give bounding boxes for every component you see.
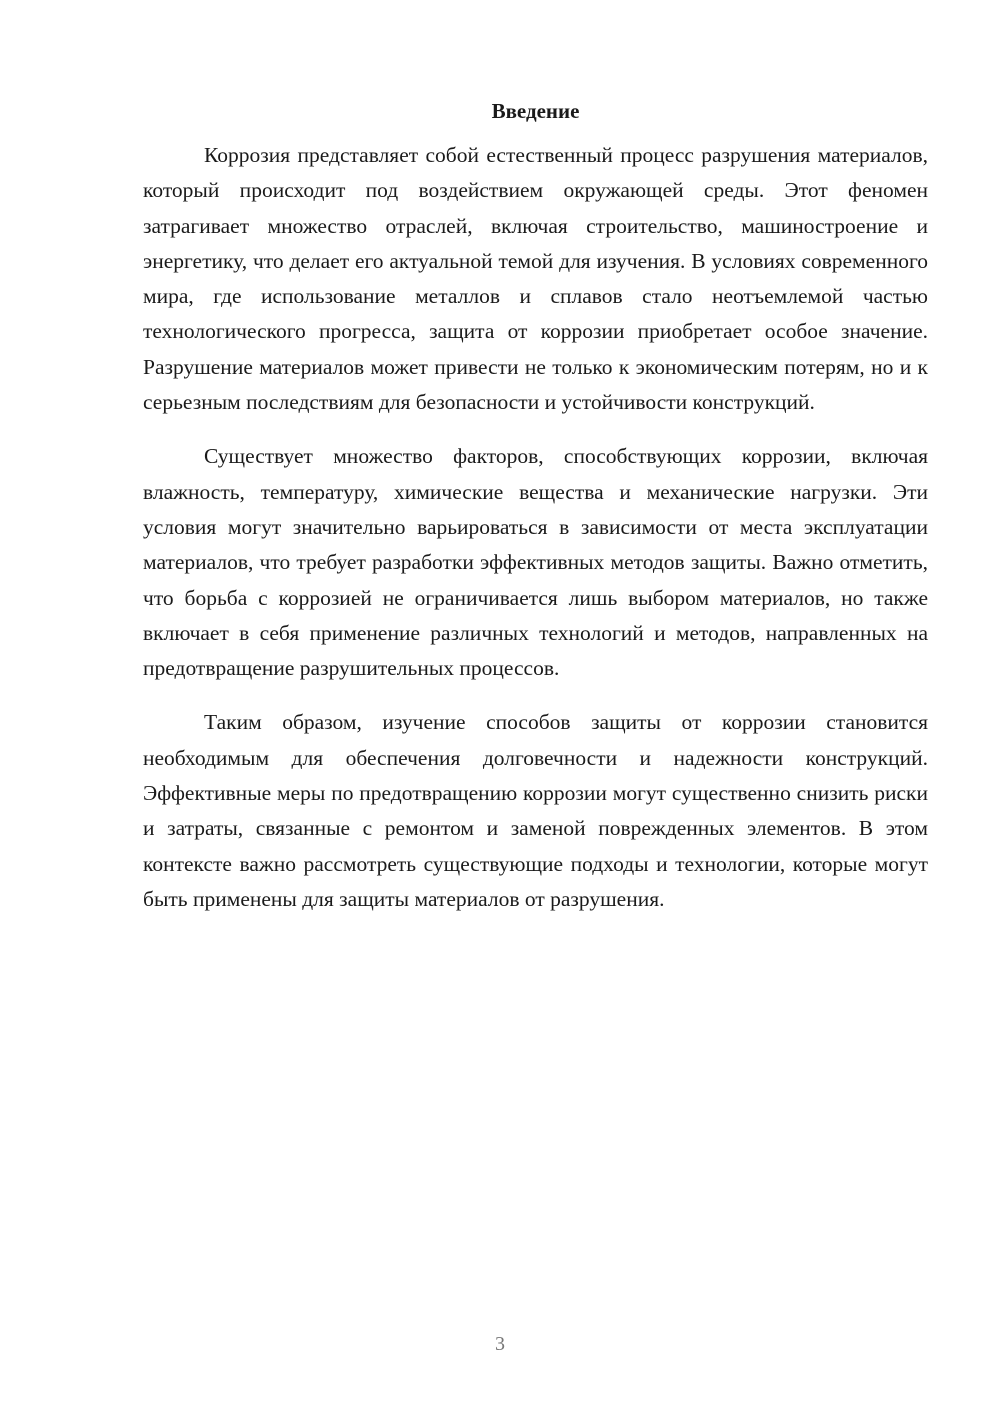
section-heading: Введение bbox=[491, 99, 580, 123]
page-number: 3 bbox=[495, 1333, 505, 1355]
paragraph-1: Коррозия представляет собой естественный процесс разрушения материалов, который происходит под воздействием окружающей среды. Этот феномен затрагивает множество отраслей, включая строительство, машиностроение и энергетику, что делает его актуальной темой для изучения. В условиях современного мира, где использование металлов и сплавов стало неотъемлемой частью технологического прогресса, защита от коррозии приобретает особое значение. Разрушение материалов может привести не только к экономическим потерям, но и к серьезным последствиям для безопасности и устойчивости конструкций. bbox=[143, 143, 928, 415]
page-content bbox=[143, 97, 928, 936]
paragraph-2: Существует множество факторов, способствующих коррозии, включая влажность, температуру, химические вещества и механические нагрузки. Эти условия могут значительно варьироваться в зависимости от места эксплуатации материалов, что требует разработки эффективных методов защиты. Важно отметить, что борьба с коррозией не ограничивается лишь выбором материалов, но также включает в себя применение различных технологий и методов, направленных на предотвращение разрушительных процессов. bbox=[143, 444, 928, 681]
paragraph-3: Таким образом, изучение способов защиты от коррозии становится необходимым для обеспечения долговечности и надежности конструкций. Эффективные меры по предотвращению коррозии могут существенно снизить риски и затраты, связанные с ремонтом и заменой поврежденных элементов. В этом контексте важно рассмотреть существующие подходы и технологии, которые могут быть применены для защиты материалов от разрушения. bbox=[143, 710, 928, 911]
